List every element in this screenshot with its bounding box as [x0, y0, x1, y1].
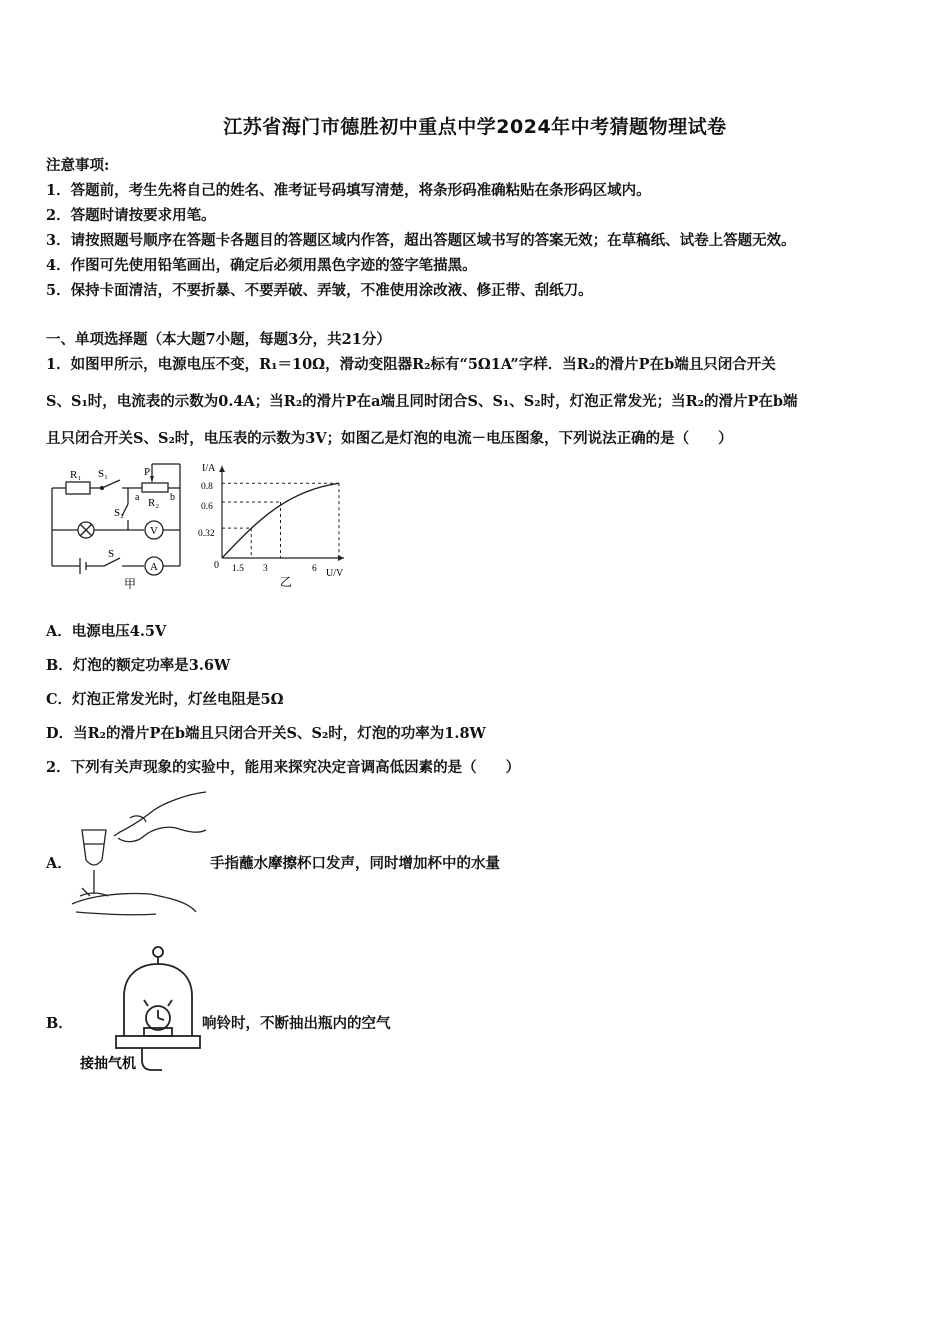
- q2-option-a-label: A．: [46, 855, 72, 872]
- page-title: 江苏省海门市德胜初中重点中学2024年中考猜题物理试卷: [223, 116, 727, 138]
- circuit-label-r2: R₂: [148, 497, 160, 509]
- y-tick-0.6: 0.6: [201, 502, 213, 512]
- y-tick-0.32: 0.32: [198, 529, 215, 539]
- graph-caption: 乙: [280, 575, 293, 589]
- q1-option-b: B．灯泡的额定功率是3.6W: [46, 657, 231, 674]
- bell-jar-illustration: [72, 940, 202, 1080]
- q2-stem: 2．下列有关声现象的实验中，能用来探究决定音调高低因素的是（ ）: [46, 759, 521, 776]
- iu-graph: [198, 458, 354, 594]
- circuit-label-b: b: [170, 492, 175, 503]
- q1-option-d: D．当R₂的滑片P在b端且只闭合开关S、S₂时，灯泡的功率为1.8W: [46, 725, 486, 742]
- q2-option-b-label: B．: [46, 1015, 73, 1032]
- bell-jar: [124, 964, 192, 1036]
- section-heading: 一、单项选择题（本大题7小题，每题3分，共21分）: [46, 331, 391, 348]
- circuit-diagram: [44, 458, 194, 594]
- notice-heading: 注意事项:: [46, 157, 110, 174]
- circuit-label-p: P: [144, 466, 151, 478]
- pump-label: 接抽气机: [80, 1057, 136, 1072]
- notice-item-4: 4．作图可先使用铅笔画出，确定后必须用黑色字迹的签字笔描黑。: [46, 257, 477, 274]
- ammeter-symbol: A: [150, 561, 158, 573]
- circuit-caption: 甲: [124, 577, 137, 591]
- y-tick-0.8: 0.8: [201, 482, 213, 492]
- circuit-label-a: a: [135, 492, 140, 503]
- wine-glass-illustration: [70, 788, 206, 920]
- x-tick-1.5: 1.5: [232, 564, 244, 574]
- circuit-label-s1: S₁: [98, 468, 108, 480]
- q1-stem-line-3: 且只闭合开关S、S₂时，电压表的示数为3V；如图乙是灯泡的电流－电压图象，下列说法正确的是（ ）: [46, 430, 733, 447]
- graph-origin: 0: [214, 560, 219, 571]
- circuit-label-s: S: [108, 548, 115, 560]
- notice-item-5: 5．保持卡面清洁，不要折暴、不要弄破、弄皱，不准使用涂改液、修正带、刮纸刀。: [46, 282, 593, 299]
- x-tick-6: 6: [312, 564, 317, 574]
- q2-option-a-text: 手指蘸水摩擦杯口发声，同时增加杯中的水量: [210, 855, 500, 872]
- q1-stem-line-2: S、S₁时，电流表的示数为0.4A；当R₂的滑片P在a端且同时闭合S、S₁、S₂时，灯泡正常发光；当R₂的滑片P在b端: [46, 393, 798, 410]
- graph-y-label: I/A: [202, 463, 216, 474]
- q1-stem-line-1: 1．如图甲所示，电源电压不变，R₁＝10Ω，滑动变阻器R₂标有“5Ω1A”字样．当R₂的滑片P在b端且只闭合开关: [46, 356, 776, 373]
- voltmeter-symbol: V: [150, 525, 158, 537]
- x-tick-3: 3: [263, 564, 268, 574]
- notice-item-3: 3．请按照题号顺序在答题卡各题目的答题区域内作答，超出答题区域书写的答案无效；在草稿纸、试卷上答题无效。: [46, 232, 796, 249]
- circuit-label-s2: S₂: [114, 507, 124, 519]
- circuit-label-r1: R₁: [70, 469, 82, 481]
- q1-option-c: C．灯泡正常发光时，灯丝电阻是5Ω: [46, 691, 284, 708]
- q2-option-b-text: 响铃时，不断抽出瓶内的空气: [202, 1015, 391, 1032]
- glass-bowl: [82, 830, 106, 865]
- notice-item-2: 2．答题时请按要求用笔。: [46, 207, 216, 224]
- graph-x-label: U/V: [326, 568, 344, 579]
- notice-item-1: 1．答题前，考生先将自己的姓名、准考证号码填写清楚，将条形码准确粘贴在条形码区域内。: [46, 182, 651, 199]
- q1-option-a: A．电源电压4.5V: [46, 623, 167, 640]
